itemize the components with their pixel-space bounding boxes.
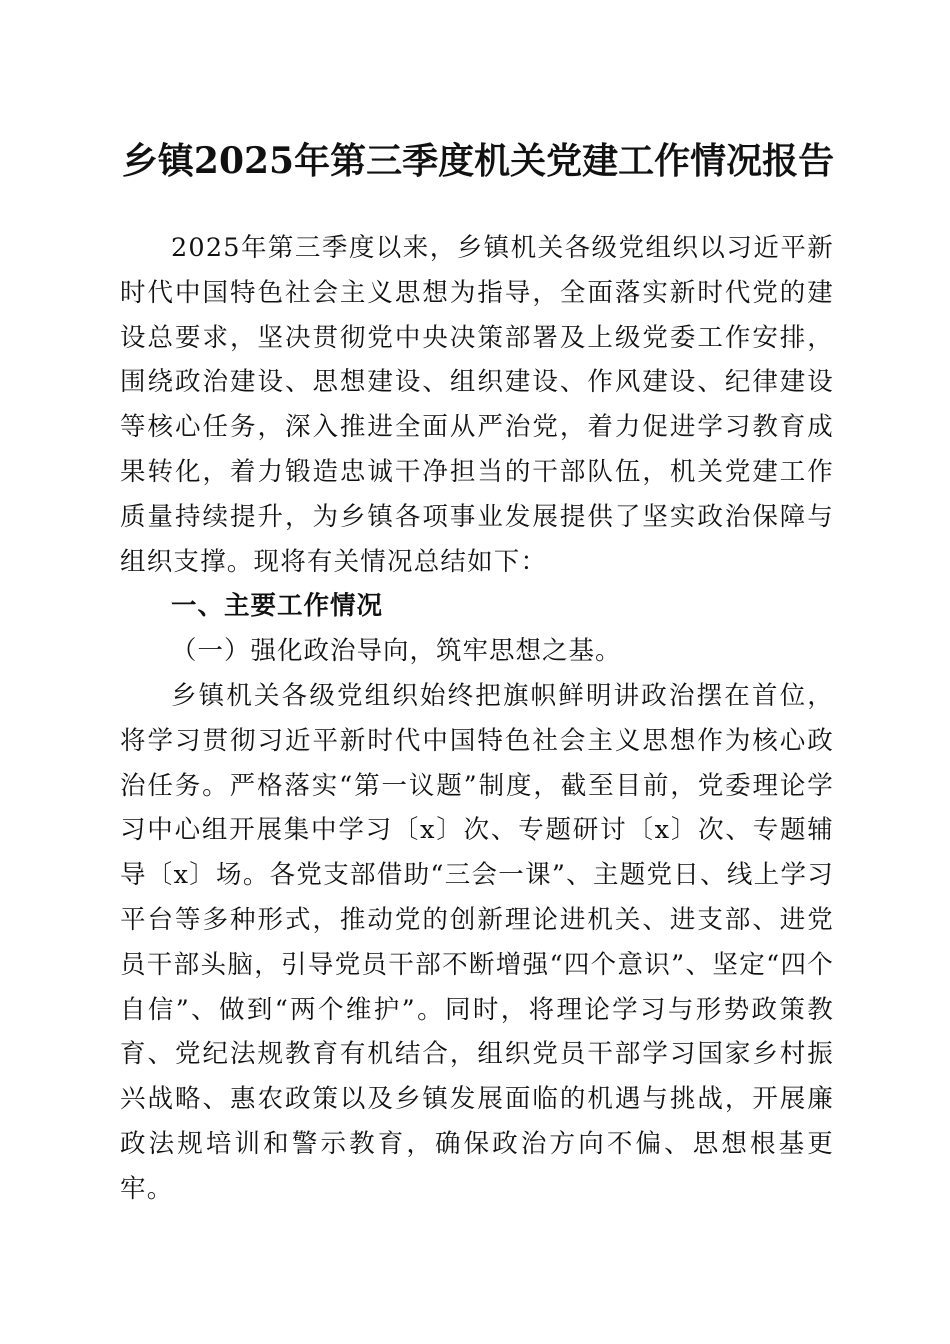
section-heading: 一、主要工作情况 (171, 591, 384, 622)
document-title: 乡镇2025年第三季度机关党建工作情况报告 (121, 140, 835, 182)
intro-paragraph: 2025年第三季度以来，乡镇机关各级党组织以习近平新时代中国特色社会主义思想为指导，全面落实新时代党的建设总要求，坚决贯彻党中央决策部署及上级党委工作安排，围绕政治建设、思想建设、组织建设、作风建设、纪律建设等核心任务，深入推进全面从严治党，着力促进学习教育成果转化，着力锻造忠诚干净担当的干部队伍，机关党建工作质量持续提升，为乡镇各项事业发展提供了坚实政治保障与组织支撑。现将有关情况总结如下： (120, 233, 834, 577)
subsection-heading: （一）强化政治导向，筑牢思想之基。 (171, 636, 622, 667)
subsection-paragraph: 乡镇机关各级党组织始终把旗帜鲜明讲政治摆在首位，将学习贯彻习近平新时代中国特色社会主义思想作为核心政治任务。严格落实“第一议题”制度，截至目前，党委理论学习中心组开展集中学习〔x〕次、专题研讨〔x〕次、专题辅导〔x〕场。各党支部借助“三会一课”、主题党日、线上学习平台等多种形式，推动党的创新理论进机关、进支部、进党员干部头脑，引导党员干部不断增强“四个意识”、坚定“四个自信”、做到“两个维护”。同时，将理论学习与形势政策教育、党纪法规教育有机结合，组织党员干部学习国家乡村振兴战略、惠农政策以及乡镇发展面临的机遇与挑战，开展廉政法规培训和警示教育，确保政治方向不偏、思想根基更牢。 (120, 680, 834, 1204)
document-body (120, 226, 834, 1212)
